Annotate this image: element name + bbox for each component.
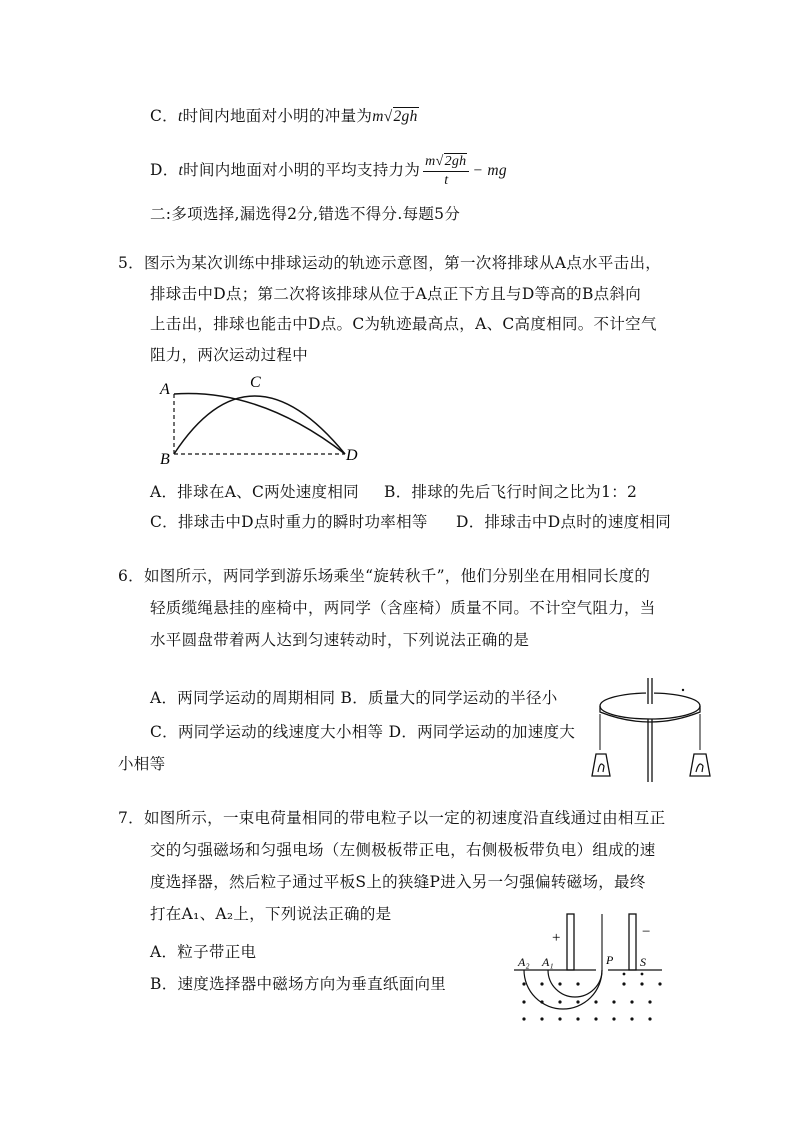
var-m: m	[372, 108, 384, 125]
q6-options-ab: A．两同学运动的周期相同 B．质量大的同学运动的半径小	[150, 689, 558, 707]
q6-options-cd: C．两同学运动的线速度大小相等 D．两同学运动的加速度大	[150, 723, 576, 741]
average-force-fraction: $\frac{m√2gh}{t}$	[423, 153, 469, 190]
q5-option-d: D．排球击中D点时的速度相同	[456, 513, 672, 531]
outer-arc	[524, 970, 602, 1009]
trajectory-a-to-d	[174, 394, 345, 455]
label-s: S	[640, 955, 646, 969]
label-c: C	[250, 374, 261, 391]
label-d: D	[346, 447, 358, 464]
q6-line-2: 轻质缆绳悬挂的座椅中，两同学（含座椅）质量不同。不计空气阻力，当	[150, 599, 656, 617]
var-t: t	[177, 108, 183, 125]
section-heading: 二:多项选择,漏选得2分,错选不得分.每题5分	[150, 205, 461, 223]
q7-option-a: A．粒子带正电	[150, 943, 257, 961]
q7-mass-spectrometer-figure	[512, 912, 667, 1024]
sqrt-2gh: 2gh	[393, 108, 418, 125]
label-p: P	[606, 953, 614, 967]
q4-option-d: D．t时间内地面对小明的平均支持力为 $\frac{m√2gh}{t}$ − mg	[150, 153, 507, 188]
label-b: B	[160, 451, 170, 468]
q6-swing-figure	[586, 676, 721, 788]
q7-line-1: 7．如图所示，一束电荷量相同的带电粒子以一定的初速度沿直线通过由相互正	[118, 809, 666, 827]
q5-line-4: 阻力，两次运动过程中	[150, 346, 309, 364]
trajectory-b-to-d	[174, 396, 345, 454]
label-a1: A₁	[542, 955, 554, 969]
plus-sign: +	[552, 930, 561, 946]
q5-option-a: A．排球在A、C两处速度相同	[150, 483, 359, 501]
q6-line-1: 6．如图所示，两同学到游乐场乘坐“旋转秋千”，他们分别坐在用相同长度的	[118, 567, 651, 585]
q5-option-b: B．排球的先后飞行时间之比为1：2	[384, 483, 638, 501]
q7-option-b: B．速度选择器中磁场方向为垂直纸面向里	[150, 975, 447, 993]
right-seat	[690, 754, 710, 776]
right-plate	[629, 914, 636, 970]
q5-line-3: 上击出，排球也能击中D点。C为轨迹最高点，A、C高度相同。不计空气	[150, 315, 657, 333]
label-a: A	[160, 381, 170, 398]
q6-options-cd-tail: 小相等	[118, 755, 166, 773]
q7-line-2: 交的匀强磁场和匀强电场（左侧极板带正电，右侧极板带负电）组成的速	[150, 841, 656, 859]
q4-option-c: C．t时间内地面对小明的冲量为m√2gh	[150, 107, 418, 125]
label-a2: A₂	[518, 955, 530, 969]
q5-trajectory-figure	[150, 368, 370, 468]
q7-line-4: 打在A₁、A₂上，下列说法正确的是	[150, 905, 392, 923]
left-seat	[592, 754, 610, 776]
q5-line-1: 5．图示为某次训练中排球运动的轨迹示意图，第一次将排球从A点水平击出，	[118, 254, 662, 272]
q6-line-3: 水平圆盘带着两人达到匀速转动时，下列说法正确的是	[150, 631, 530, 649]
left-plate	[567, 914, 574, 970]
minus-sign: −	[642, 924, 651, 940]
q5-line-2: 排球击中D点；第二次将该排球从位于A点正下方且与D等高的B点斜向	[150, 285, 642, 303]
q5-option-c: C．排球击中D点时重力的瞬时功率相等	[150, 513, 428, 531]
q7-line-3: 度选择器，然后粒子通过平板S上的狭缝P进入另一匀强偏转磁场，最终	[150, 873, 646, 891]
